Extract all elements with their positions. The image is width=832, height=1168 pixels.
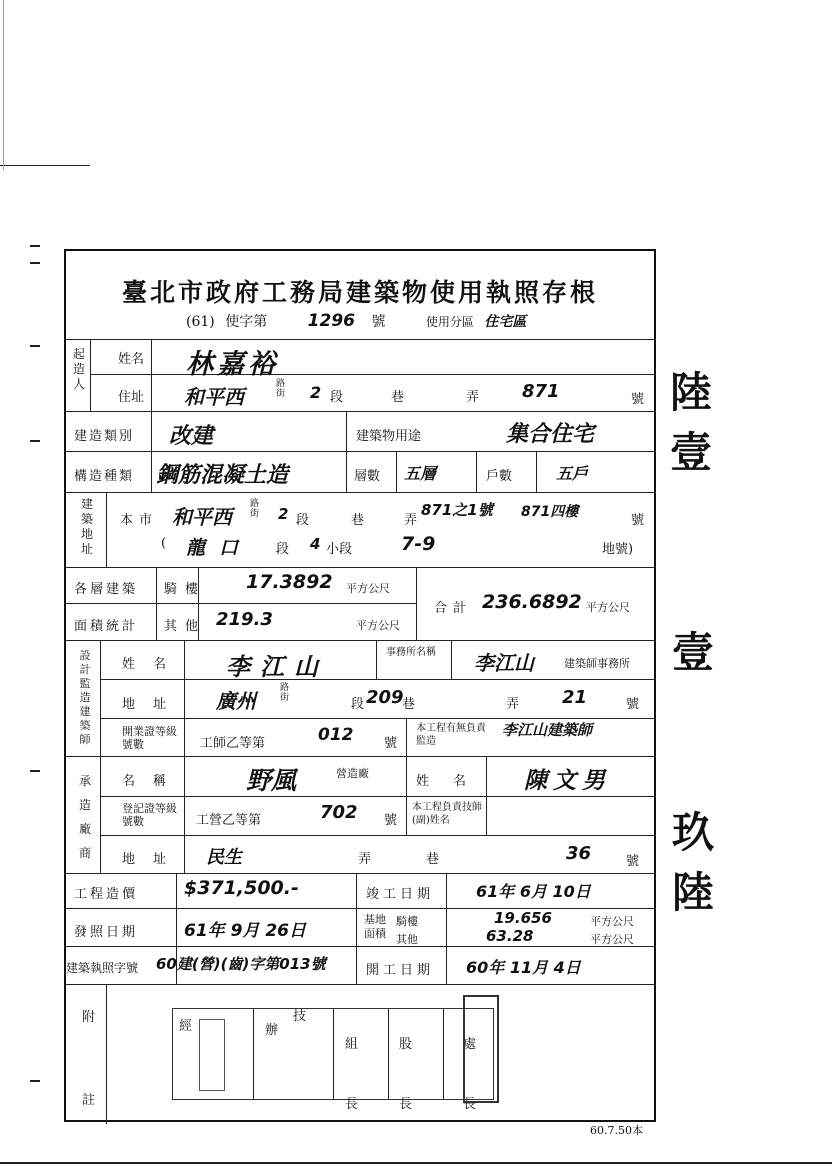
seal-mark xyxy=(463,995,499,1103)
contractor-address-value: 民生 xyxy=(206,847,242,868)
permit-suffix: 號 xyxy=(371,314,386,330)
rule xyxy=(451,640,452,679)
start-label: 開工日期 xyxy=(366,963,435,978)
site-section-word: 段 xyxy=(296,513,310,528)
rule xyxy=(66,451,656,452)
building-type-value: 改建 xyxy=(169,424,214,449)
owner-name-value: 林嘉裕 xyxy=(186,349,279,380)
permit-form xyxy=(64,249,656,1122)
owner-address-road: 和平西 xyxy=(184,385,244,409)
permit-year: (61) xyxy=(186,314,215,330)
area-building-unit: 平方公尺 xyxy=(346,582,390,595)
issue-value: 61年 9月 26日 xyxy=(184,921,306,941)
rule xyxy=(346,411,347,492)
remarks-label-1: 附 xyxy=(82,1010,96,1025)
permit-number-line xyxy=(186,311,526,331)
rule xyxy=(66,411,656,412)
area-building-value: 17.3892 xyxy=(246,571,333,593)
rule xyxy=(106,984,107,1124)
site-area-other-label: 其他 xyxy=(396,933,418,946)
scan-tick xyxy=(30,770,40,772)
permit-label: 使字第 xyxy=(225,314,268,330)
site-lane-word: 巷 xyxy=(351,513,365,528)
designer-lane-word: 巷 xyxy=(402,697,416,712)
area-other-unit: 平方公尺 xyxy=(356,619,400,632)
rule xyxy=(476,451,477,492)
rule xyxy=(66,339,656,340)
rule xyxy=(106,492,107,567)
contractor-number: 36 xyxy=(566,843,592,864)
contractor-section-label: 承造廠商 xyxy=(78,774,91,860)
stamp-cell: 股長 xyxy=(399,1037,413,1112)
building-use-label: 建築物用途 xyxy=(356,429,422,444)
cost-label: 工程造價 xyxy=(74,887,139,902)
households-label: 戶數 xyxy=(486,469,513,484)
rule xyxy=(66,873,656,874)
floors-label: 層數 xyxy=(354,469,381,484)
scan-tick xyxy=(30,345,40,347)
side-stamp-glyph: 陸 xyxy=(670,368,713,417)
designer-name-value: 李江山 xyxy=(226,653,328,681)
area-total-value: 236.6892 xyxy=(482,591,582,613)
site-land-subsection: 4 xyxy=(310,535,321,553)
contractor-reg-word: 號 xyxy=(384,813,398,828)
build-permit-label: 建築執照字號 xyxy=(66,961,139,975)
scan-tick xyxy=(30,1080,40,1082)
site-land-section-word: 段 xyxy=(276,542,290,557)
households-value: 五戶 xyxy=(556,464,589,483)
rule xyxy=(66,640,656,641)
site-land-number: 7-9 xyxy=(401,533,436,555)
site-area-label: 基地面積 xyxy=(364,913,386,940)
rule xyxy=(90,374,656,375)
site-land-subsection-word: 小段 xyxy=(326,542,353,557)
contractor-reg-no: 702 xyxy=(320,802,358,823)
site-land-suffix: 地號) xyxy=(602,542,634,557)
rule xyxy=(416,567,417,640)
contractor-tech-label: 本工程負責技師(副)姓名 xyxy=(412,802,482,826)
site-land-prefix: ( xyxy=(161,536,167,551)
rule xyxy=(376,640,377,679)
rule xyxy=(156,567,157,640)
stamp-cell: 辦 xyxy=(265,1023,279,1038)
area-total-unit: 平方公尺 xyxy=(586,601,630,614)
owner-section-word: 段 xyxy=(330,390,344,405)
rule xyxy=(406,718,407,756)
area-label-line2: 面積統計 xyxy=(74,619,139,634)
rule xyxy=(90,339,91,411)
designer-alley-word: 弄 xyxy=(506,697,520,712)
side-stamp-glyph: 玖 xyxy=(672,808,715,857)
rule xyxy=(66,946,656,947)
area-building-label: 騎樓 xyxy=(164,582,207,597)
contractor-name-label: 名稱 xyxy=(122,774,185,789)
approval-stamp-table xyxy=(172,1008,494,1112)
side-stamp-glyph: 壹 xyxy=(670,428,713,477)
designer-license-label: 開業證等級號數 xyxy=(122,725,177,751)
designer-license-value: 工師乙等第 xyxy=(200,736,266,751)
rule xyxy=(66,984,656,985)
designer-supervisor-value: 李江山建築師 xyxy=(502,721,593,739)
contractor-lane-word: 巷 xyxy=(426,852,440,867)
issue-label: 發照日期 xyxy=(74,925,139,940)
owner-name-label: 姓名 xyxy=(118,352,145,367)
designer-number-word: 號 xyxy=(626,697,640,712)
owner-section-label: 起造人 xyxy=(72,347,85,391)
owner-section-no: 2 xyxy=(310,383,322,402)
designer-name-label: 姓名 xyxy=(122,657,185,672)
rule xyxy=(66,603,416,604)
structure-label: 構造種類 xyxy=(74,469,135,484)
scan-edge-top xyxy=(0,165,90,166)
rule xyxy=(66,756,656,757)
designer-office-value: 李江山 xyxy=(474,651,534,675)
remarks-label-2: 註 xyxy=(82,1093,96,1108)
rule xyxy=(253,1009,254,1099)
scan-tick xyxy=(30,245,40,247)
completion-value: 61年 6月 10日 xyxy=(476,882,591,901)
rule xyxy=(66,492,656,493)
owner-road-label: 路街 xyxy=(276,379,286,399)
zone-label: 使用分區 xyxy=(425,315,474,329)
contractor-person-label: 姓名 xyxy=(416,774,491,789)
designer-license-word: 號 xyxy=(384,736,398,751)
stamp-cell: 處長 xyxy=(463,1037,477,1112)
site-land-area: 龍口 xyxy=(186,537,253,559)
rule xyxy=(406,756,407,835)
designer-lane: 209 xyxy=(366,687,404,708)
designer-office-suffix: 建築師事務所 xyxy=(564,657,630,670)
site-area-building-value: 19.656 xyxy=(494,909,552,927)
site-city-label: 本市 xyxy=(120,513,159,528)
stamp-cell: 技 xyxy=(293,1009,307,1024)
owner-number-word: 號 xyxy=(631,392,645,407)
designer-supervisor-label: 本工程有無負責監造 xyxy=(416,723,486,747)
site-road-label: 路街 xyxy=(250,499,260,519)
rule xyxy=(66,908,656,909)
rule xyxy=(100,640,101,873)
scan-edge-left xyxy=(3,0,4,170)
contractor-reg-label: 登記證等級號數 xyxy=(122,802,177,828)
floors-value: 五層 xyxy=(404,464,437,483)
site-area-other-value: 63.28 xyxy=(486,927,534,945)
rule xyxy=(184,640,185,873)
designer-number: 21 xyxy=(562,687,588,708)
zone-value: 住宅區 xyxy=(484,314,527,330)
designer-section-label: 設計監造建築師 xyxy=(79,649,91,746)
contractor-number-word: 號 xyxy=(626,854,640,869)
form-print-code: 60.7.50本 xyxy=(590,1124,643,1137)
site-road: 和平西 xyxy=(172,505,232,529)
rule xyxy=(443,1009,444,1099)
owner-lane-word: 巷 xyxy=(391,390,405,405)
side-stamp-glyph: 壹 xyxy=(672,628,715,677)
designer-license-no: 012 xyxy=(318,725,354,745)
contractor-address-label: 地址 xyxy=(122,852,185,867)
site-area-unit-1: 平方公尺 xyxy=(590,915,634,928)
owner-number: 871 xyxy=(522,381,560,402)
rule xyxy=(151,411,152,492)
scan-tick xyxy=(30,440,40,442)
stamp-cell: 組長 xyxy=(345,1037,359,1112)
owner-address-label: 住址 xyxy=(118,390,145,405)
side-stamp-glyph: 陸 xyxy=(672,868,715,917)
contractor-name-value: 野風 xyxy=(246,766,297,795)
contractor-name-suffix: 營造廠 xyxy=(336,767,369,780)
site-number-word: 號 xyxy=(631,513,645,528)
area-other-label: 其他 xyxy=(164,619,207,634)
structure-value: 鋼筋混凝土造 xyxy=(156,463,289,488)
site-alley-word: 弄 xyxy=(404,513,418,528)
site-numbers-extra: 871四樓 xyxy=(521,504,579,520)
designer-road: 廣州 xyxy=(216,689,256,713)
completion-label: 竣工日期 xyxy=(366,887,435,902)
area-total-label: 合計 xyxy=(434,601,473,616)
site-section-no: 2 xyxy=(278,505,289,523)
scan-tick xyxy=(30,262,40,264)
contractor-alley-word: 弄 xyxy=(358,852,372,867)
rule xyxy=(356,873,357,984)
rule xyxy=(333,1009,334,1099)
rule xyxy=(151,339,152,411)
site-numbers: 871之1號 xyxy=(421,501,493,519)
contractor-person-value: 陳文男 xyxy=(524,768,611,794)
rule xyxy=(388,1009,389,1099)
site-area-building-label: 騎樓 xyxy=(396,915,418,928)
form-title: 臺北市政府工務局建築物使用執照存根 xyxy=(121,278,598,307)
seal-mark xyxy=(199,1019,225,1091)
designer-address-label: 地址 xyxy=(122,697,185,712)
rule xyxy=(536,451,537,492)
scan-edge-bottom xyxy=(0,1162,832,1164)
rule xyxy=(446,873,447,984)
cost-value: $371,500.- xyxy=(184,877,299,899)
start-value: 60年 11月 4日 xyxy=(466,958,581,977)
rule xyxy=(66,567,656,568)
rule xyxy=(396,451,397,492)
permit-number: 1296 xyxy=(307,311,355,331)
site-section-label: 建築地址 xyxy=(80,497,93,556)
designer-section-word: 段 xyxy=(351,697,365,712)
designer-road-label: 路街 xyxy=(280,683,290,703)
area-other-value: 219.3 xyxy=(216,609,273,630)
designer-office-label: 事務所名稱 xyxy=(386,647,436,658)
stamp-cell: 經 xyxy=(179,1019,193,1034)
contractor-reg-value: 工營乙等第 xyxy=(196,813,262,828)
site-area-unit-2: 平方公尺 xyxy=(590,933,634,946)
build-permit-value: 60建(營)(齒)字第013號 xyxy=(156,955,326,973)
area-label-line1: 各層建築 xyxy=(74,582,139,597)
owner-alley-word: 弄 xyxy=(466,390,480,405)
building-use-value: 集合住宅 xyxy=(506,422,595,447)
building-type-label: 建造類別 xyxy=(74,429,135,444)
